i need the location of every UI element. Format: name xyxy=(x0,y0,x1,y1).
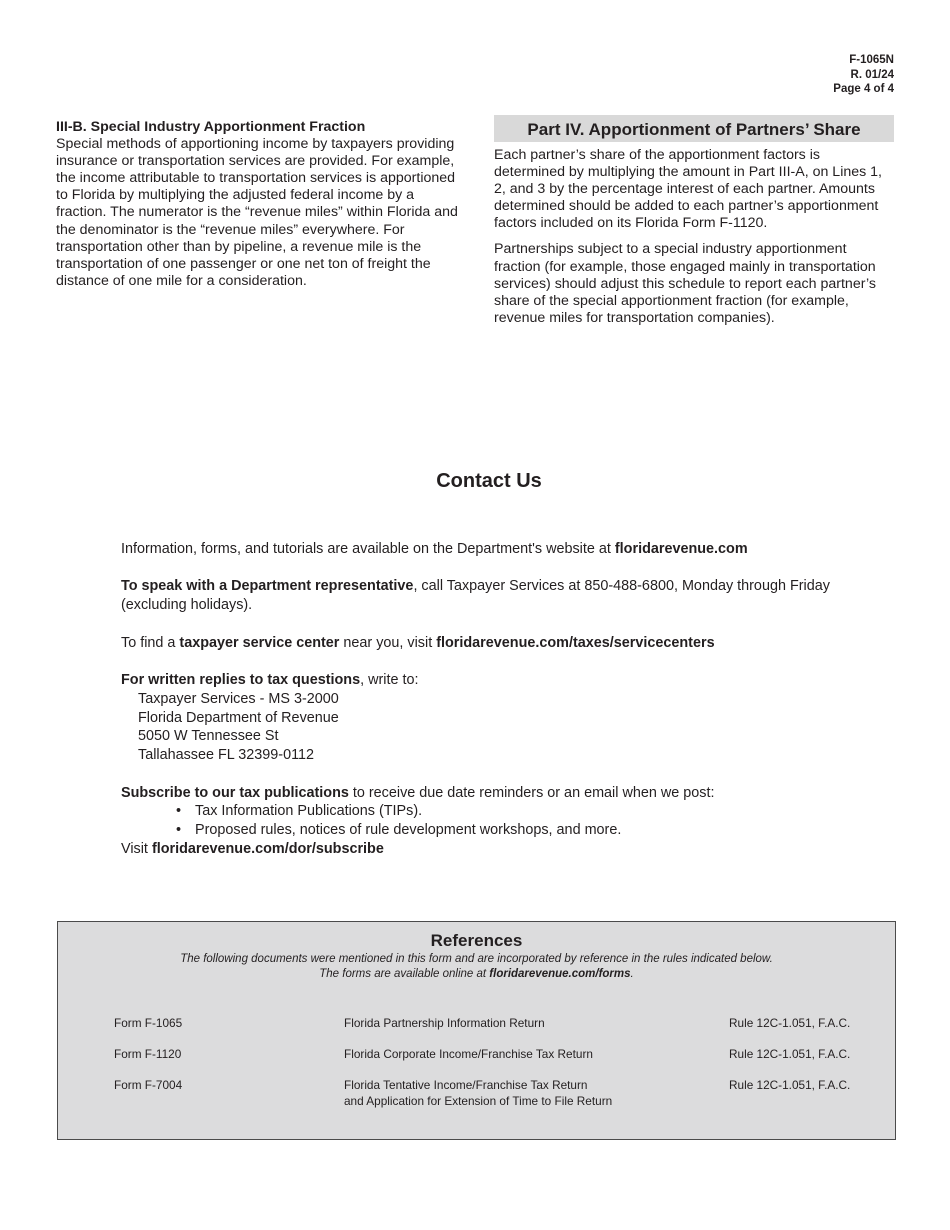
contact-title: Contact Us xyxy=(436,470,542,492)
website-info xyxy=(121,540,881,559)
references-title: References xyxy=(430,931,523,950)
subscribe-info xyxy=(121,784,881,859)
website-link[interactable]: floridarevenue.com xyxy=(614,541,748,557)
visit-pre: Visit xyxy=(121,840,152,857)
service-center-pre: To find a xyxy=(121,634,180,651)
part-4-paragraph-2: Partnerships subject to a special industry apportionment fraction (for example, those engaged mainly in transportation services) should adjust this schedule to report each partner’s share of the special apportionment fraction (for example, revenue miles for transportation companies). xyxy=(494,241,876,326)
section-3b-body: Special methods of apportioning income by taxpayers providing insurance or transportation services are provided. For example, the income attributable to transportation services is apportioned to Florida by multiplying the adjusted federal income by a fraction. The numerator is the “revenue miles” within Florida and the denominator is the “revenue miles” everywhere. For transportation other than by pipeline, a revenue mile is the transportation of one passenger or one net ton of freight the distance of one mile for a consideration. xyxy=(56,136,458,289)
subscribe-label: Subscribe to our tax publications xyxy=(121,784,349,801)
reference-title: Florida Corporate Income/Franchise Tax Return xyxy=(344,1047,593,1061)
list-item: • Proposed rules, notices of rule development workshops, and more. xyxy=(175,821,881,840)
reference-title-line1: Florida Tentative Income/Franchise Tax Return xyxy=(344,1078,588,1092)
subscribe-text: to receive due date reminders or an email when we post: xyxy=(348,784,715,801)
written-replies-label: For written replies to tax questions xyxy=(121,671,361,688)
representative-info xyxy=(121,577,881,615)
reference-form: Form F-1120 xyxy=(114,1047,182,1061)
written-replies-text: , write to: xyxy=(360,671,419,688)
list-item: • Tax Information Publications (TIPs). xyxy=(175,802,881,821)
forms-note-pre: The forms are available online at xyxy=(319,968,490,980)
reference-form: Form F-1065 xyxy=(114,1016,183,1030)
reference-form: Form F-7004 xyxy=(114,1078,183,1092)
form-number: F-1065N xyxy=(849,54,894,66)
references-subtitle xyxy=(58,952,895,982)
forms-note-post: . xyxy=(630,968,634,980)
part-4-title: Part IV. Apportionment of Partners’ Share xyxy=(494,115,894,142)
part-4 xyxy=(494,115,894,336)
forms-link[interactable]: floridarevenue.com/forms xyxy=(489,968,631,980)
address-line: Florida Department of Revenue xyxy=(138,709,339,726)
section-3b xyxy=(56,119,460,290)
representative-label: To speak with a Department representative xyxy=(121,578,414,595)
references-forms-note xyxy=(58,967,895,982)
references-note: The following documents were mentioned in this form and are incorporated by reference in the rules indicated below. xyxy=(180,953,773,965)
section-3b-heading: III-B. Special Industry Apportionment Fraction xyxy=(56,119,366,135)
reference-title xyxy=(344,1077,612,1109)
reference-rule: Rule 12C-1.051, F.A.C. xyxy=(729,1016,851,1030)
form-identifier xyxy=(833,53,894,97)
form-revision: R. 01/24 xyxy=(850,68,894,81)
written-replies-info xyxy=(121,671,881,765)
address-line: Tallahassee FL 32399-0112 xyxy=(138,747,315,764)
references-box xyxy=(57,921,896,1140)
service-center-info xyxy=(121,634,881,653)
address-line: 5050 W Tennessee St xyxy=(138,728,279,745)
reference-rule: Rule 12C-1.051, F.A.C. xyxy=(729,1047,851,1061)
service-center-label: taxpayer service center xyxy=(179,634,340,651)
service-center-mid: near you, visit xyxy=(339,634,437,651)
address-line: Taxpayer Services - MS 3-2000 xyxy=(138,690,339,707)
reference-rule: Rule 12C-1.051, F.A.C. xyxy=(729,1078,851,1092)
representative-text: , call Taxpayer Services at 850-488-6800, Monday through Friday (excluding holidays). xyxy=(121,578,830,614)
part-4-paragraph-1: Each partner’s share of the apportionment factors is determined by multiplying the amount in Part III-A, on Lines 1, 2, and 3 by the percentage interest of each partner. Amounts determined should be added to each partner’s apportionment factors included on its Florida Form F-1120. xyxy=(494,147,882,232)
contact-section xyxy=(121,540,881,859)
website-text: Information, forms, and tutorials are available on the Department's website at xyxy=(121,541,615,557)
reference-title-line2: and Application for Extension of Time to File Return xyxy=(344,1094,613,1108)
subscribe-link[interactable]: floridarevenue.com/dor/subscribe xyxy=(151,840,384,857)
address-block xyxy=(121,691,339,763)
reference-title: Florida Partnership Information Return xyxy=(344,1016,545,1030)
subscribe-list xyxy=(121,802,881,840)
service-center-link[interactable]: floridarevenue.com/taxes/servicecenters xyxy=(436,634,715,651)
page-number: Page 4 of 4 xyxy=(833,83,894,95)
